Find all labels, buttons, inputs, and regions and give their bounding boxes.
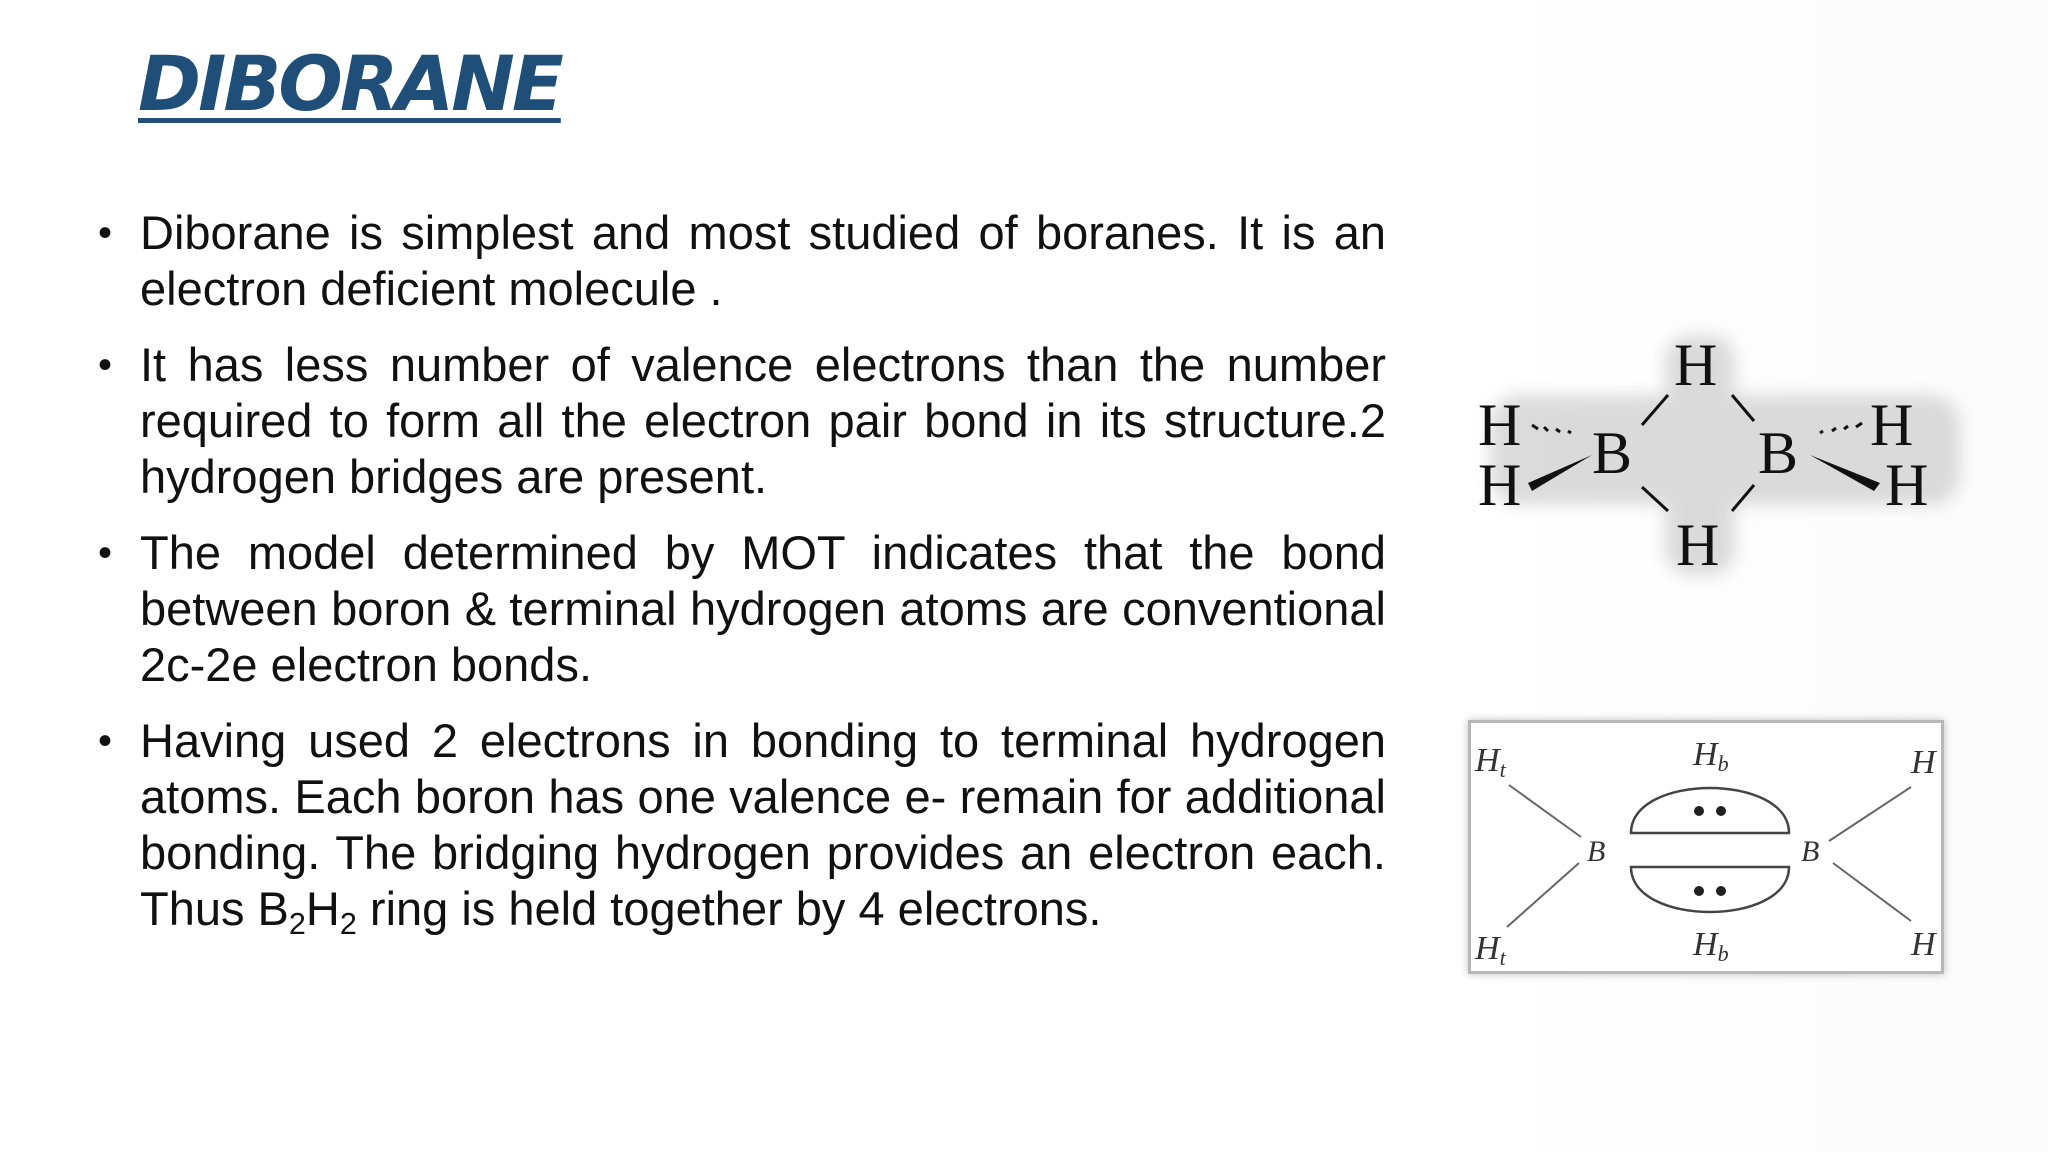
bullet-text: Having used 2 electrons in bonding to terminal hydrogen atoms. Each boron has one valence e- remain for additional bonding. The bridging hydrogen provides an electron each. Thus $B_2H_2$ ring is held together by 4 electrons. [140, 714, 1386, 942]
atom-h-right-upper: H [1870, 392, 1914, 458]
slide-title: DIBORANE [138, 39, 561, 128]
atom-h-left-upper: H [1478, 392, 1522, 458]
bullet-item [96, 205, 1386, 317]
atom-h-bottom: H [1676, 512, 1720, 578]
atom-h-top: H [1674, 332, 1718, 398]
atom-b-right: B [1758, 420, 1799, 486]
bond-line [1833, 863, 1911, 921]
bullet-item [96, 525, 1386, 693]
label-hb-bottom: Hb [1693, 926, 1729, 966]
electron-dot [1716, 806, 1726, 816]
orbital-bonding-diagram [1468, 720, 1944, 974]
dashed-bond [1568, 431, 1571, 433]
dashed-bond [1820, 431, 1823, 433]
bullet-text: It has less number of valence electrons than the number required to form all the electron pair bond in its structure.2 hydrogen bridges are present. [140, 338, 1386, 503]
label-ht-bottom: Ht [1475, 930, 1506, 970]
atom-b-left: B [1592, 420, 1633, 486]
bullet-item [96, 713, 1386, 942]
bullet-marker: • [98, 343, 113, 387]
atom-h-left-lower: H [1478, 452, 1522, 518]
label-hb-top: Hb [1693, 736, 1729, 776]
bullet-item [96, 337, 1386, 505]
bullet-text: Diborane is simplest and most studied of boranes. It is an electron deficient molecule . [140, 206, 1386, 315]
label-h-top-right: H [1911, 744, 1936, 781]
atom-h-right-lower: H [1885, 452, 1929, 518]
label-b-right: B [1801, 835, 1820, 868]
bullet-list [96, 205, 1386, 957]
bond-line [1507, 863, 1579, 927]
bond-line [1509, 785, 1581, 837]
label-h-bottom-right: H [1911, 926, 1936, 963]
electron-dot [1694, 886, 1704, 896]
electron-dot [1694, 806, 1704, 816]
label-b-left: B [1587, 835, 1606, 868]
bridge-orbital-top [1631, 788, 1789, 833]
bullet-text: The model determined by MOT indicates that the bond between boron & terminal hydrogen atoms are conventional 2c-2e electron bonds. [140, 526, 1386, 691]
label-ht-top: Ht [1475, 742, 1506, 782]
bond-line [1829, 787, 1911, 841]
electron-dot [1716, 886, 1726, 896]
bullet-marker: • [98, 719, 113, 763]
bullet-marker: • [98, 531, 113, 575]
diborane-structure-diagram [1470, 325, 1970, 585]
bridge-orbital-bottom [1631, 867, 1789, 912]
bullet-marker: • [98, 211, 113, 255]
